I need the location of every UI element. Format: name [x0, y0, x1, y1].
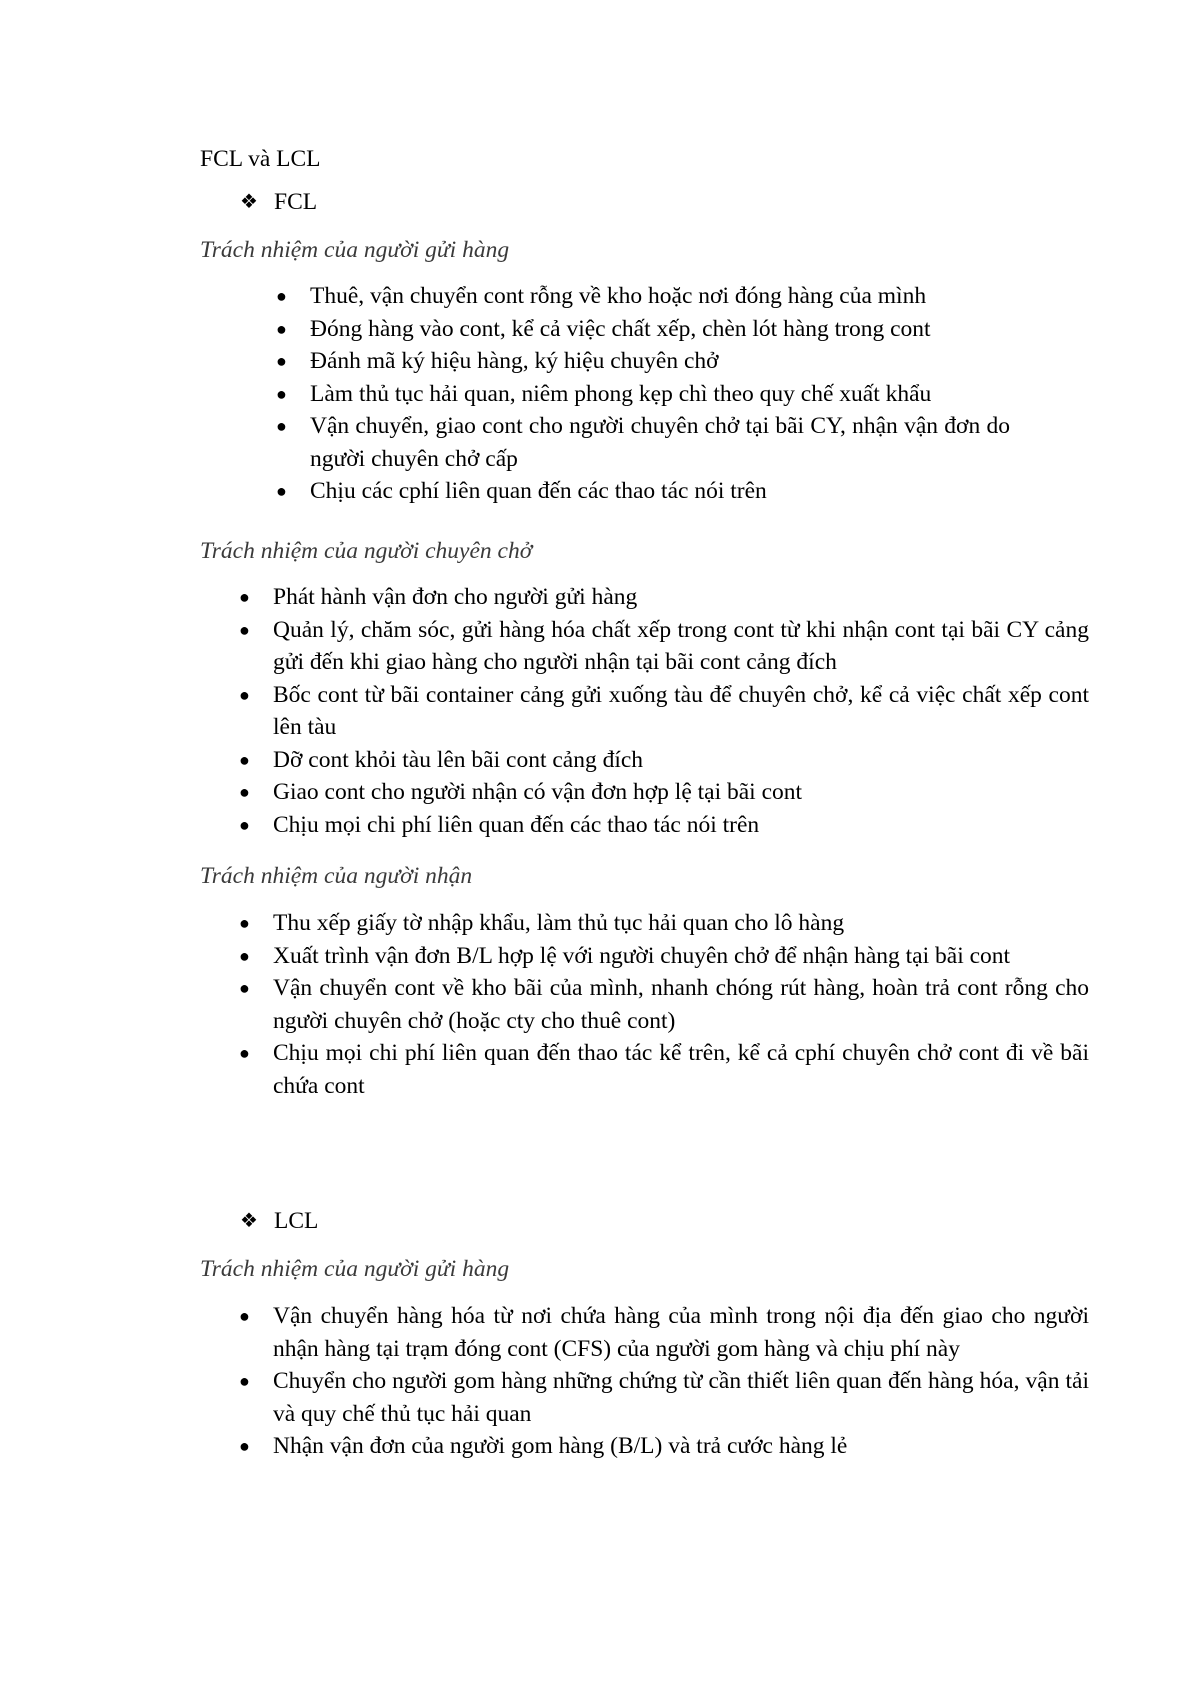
diamond-bullet-icon: ❖: [240, 191, 258, 213]
bullet-icon: ●: [276, 286, 287, 306]
section-heading-fcl: [240, 187, 317, 217]
list-item: ● Đánh mã ký hiệu hàng, ký hiệu chuyên chở: [310, 345, 1010, 378]
bullet-icon: ●: [239, 978, 250, 998]
list-item: ● Chuyển cho người gom hàng những chứng từ cần thiết liên quan đến hàng hóa, vận tải và quy chế thủ tục hải quan: [273, 1365, 1089, 1430]
bullet-icon: ●: [239, 1436, 250, 1456]
bullet-icon: ●: [239, 814, 250, 835]
bullet-icon: ●: [239, 749, 250, 770]
bullet-icon: ●: [239, 684, 250, 705]
list-item: ● Dỡ cont khỏi tàu lên bãi cont cảng đích: [273, 744, 1089, 777]
bullet-icon: ●: [239, 913, 250, 933]
list-item: ● Quản lý, chăm sóc, gửi hàng hóa chất xếp trong cont từ khi nhận cont tại bãi CY cảng gửi đến khi giao hàng cho người nhận tại bãi cont cảng đích: [273, 614, 1089, 679]
bullet-icon: ●: [239, 1306, 250, 1326]
bullet-icon: ●: [276, 351, 287, 371]
shipper-responsibilities-list: [276, 280, 1010, 508]
section-heading-text: LCL: [274, 1208, 319, 1234]
list-item: ● Giao cont cho người nhận có vận đơn hợp lệ tại bãi cont: [273, 776, 1089, 809]
list-item: ● Thu xếp giấy tờ nhập khẩu, làm thủ tục hải quan cho lô hàng: [273, 907, 1089, 940]
section-heading-text: FCL: [274, 189, 318, 215]
carrier-responsibilities-list: [239, 581, 1089, 841]
bullet-icon: ●: [276, 481, 287, 501]
consignee-responsibilities-list: [239, 907, 1089, 1102]
bullet-icon: ●: [276, 318, 287, 339]
list-item: ● Chịu mọi chi phí liên quan đến các thao tác nói trên: [273, 809, 1089, 842]
list-item: ● Nhận vận đơn của người gom hàng (B/L) và trả cước hàng lẻ: [273, 1430, 1089, 1463]
bullet-icon: ●: [239, 587, 250, 607]
bullet-icon: ●: [239, 945, 250, 966]
list-item: ● Chịu các cphí liên quan đến các thao tác nói trên: [310, 475, 1010, 508]
lcl-shipper-responsibilities-list: [239, 1300, 1089, 1463]
bullet-icon: ●: [276, 383, 287, 404]
list-item: ● Thuê, vận chuyển cont rỗng về kho hoặc nơi đóng hàng của mình: [310, 280, 1010, 313]
bullet-icon: ●: [276, 416, 287, 436]
section-heading-lcl: [240, 1206, 318, 1236]
bullet-icon: ●: [239, 1371, 250, 1391]
diamond-bullet-icon: ❖: [240, 1210, 258, 1232]
list-item: ● Chịu mọi chi phí liên quan đến thao tác kể trên, kể cả cphí chuyên chở cont đi về bãi chứa cont: [273, 1037, 1089, 1102]
list-item: ● Bốc cont từ bãi container cảng gửi xuống tàu để chuyên chở, kể cả việc chất xếp cont lên tàu: [273, 679, 1089, 744]
list-item: ● Vận chuyển hàng hóa từ nơi chứa hàng của mình trong nội địa đến giao cho người nhận hàng tại trạm đóng cont (CFS) của người gom hàng và chịu phí này: [273, 1300, 1089, 1365]
list-item: ● Vận chuyển cont về kho bãi của mình, nhanh chóng rút hàng, hoàn trả cont rỗng cho người chuyên chở (hoặc cty cho thuê cont): [273, 972, 1089, 1037]
bullet-icon: ●: [239, 619, 250, 640]
list-item: ● Xuất trình vận đơn B/L hợp lệ với người chuyên chở để nhận hàng tại bãi cont: [273, 940, 1089, 973]
list-item: ● Vận chuyển, giao cont cho người chuyên chở tại bãi CY, nhận vận đơn do người chuyên chở cấp: [310, 410, 1010, 475]
subheading-shipper: Trách nhiệm của người gửi hàng: [200, 237, 510, 263]
list-item: ● Phát hành vận đơn cho người gửi hàng: [273, 581, 1089, 614]
list-item: ● Đóng hàng vào cont, kể cả việc chất xếp, chèn lót hàng trong cont: [310, 313, 1010, 346]
subheading-consignee: Trách nhiệm của người nhận: [200, 863, 473, 889]
subheading-carrier: Trách nhiệm của người chuyên chở: [200, 538, 533, 564]
subheading-shipper-lcl: Trách nhiệm của người gửi hàng: [200, 1256, 510, 1282]
bullet-icon: ●: [239, 1043, 250, 1063]
document-title: FCL và LCL: [200, 146, 321, 172]
list-item: ● Làm thủ tục hải quan, niêm phong kẹp chì theo quy chế xuất khẩu: [310, 378, 1010, 411]
bullet-icon: ●: [239, 782, 250, 802]
